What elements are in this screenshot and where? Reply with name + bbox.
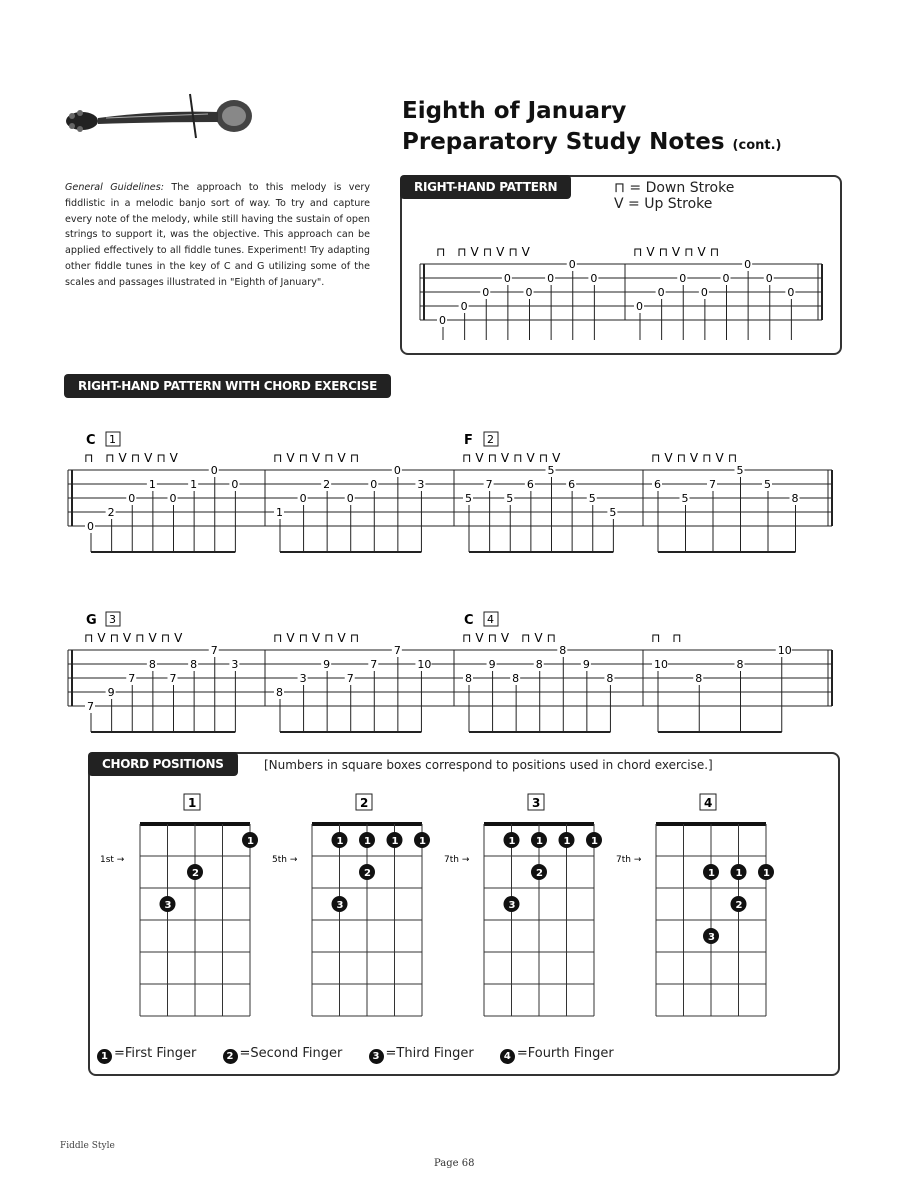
fret-number: 0	[439, 314, 446, 327]
fret-number: 10	[654, 658, 668, 671]
chord-name: G	[86, 613, 97, 628]
right-hand-pattern-tag: RIGHT-HAND PATTERN	[400, 175, 571, 199]
stroke-marks: ⊓V⊓V⊓V⊓	[633, 245, 724, 259]
fret-number: 0	[346, 492, 354, 505]
finger-number: 3	[164, 900, 172, 911]
title-cont: (cont.)	[732, 138, 782, 153]
fret-number: 1	[276, 506, 283, 519]
fret-number: 7	[370, 658, 378, 671]
fret-number: 7	[485, 478, 493, 491]
page-title	[402, 96, 781, 161]
chord-diagrams	[96, 790, 832, 1030]
fret-number: 10	[777, 644, 792, 657]
fret-number: 8	[606, 672, 614, 685]
fret-number: 8	[559, 644, 567, 657]
fret-number: 8	[465, 672, 472, 685]
down-stroke-icon: ⊓	[614, 180, 625, 196]
fret-number: 0	[231, 478, 239, 491]
stroke-marks: ⊓V⊓V⊓V⊓	[273, 451, 364, 465]
fret-number: 3	[231, 658, 239, 671]
position-number: 1	[188, 796, 197, 810]
fret-number: 9	[107, 686, 115, 699]
fret-number: 7	[393, 644, 401, 657]
fret-number: 0	[679, 272, 687, 285]
fret-number: 0	[128, 492, 136, 505]
fret-number: 8	[148, 658, 156, 671]
finger-number: 1	[591, 836, 598, 847]
fret-number: 0	[503, 272, 511, 285]
fret-number: 5	[681, 492, 689, 505]
fret-number: 0	[547, 272, 555, 285]
fret-number: 8	[695, 672, 703, 685]
finger-legend-2: 2 =Second Finger	[223, 1046, 343, 1061]
fret-number: 7	[709, 478, 716, 491]
fret-number: 8	[276, 686, 283, 699]
chord-name: F	[464, 433, 473, 448]
up-stroke-icon: V	[614, 196, 624, 212]
chord-name: C	[464, 613, 474, 628]
chord-name: C	[86, 433, 96, 448]
position-number: 2	[360, 796, 369, 810]
stroke-marks: ⊓V⊓V⊓V⊓V	[84, 631, 187, 645]
stroke-marks: ⊓V⊓V ⊓V⊓	[462, 631, 560, 645]
stroke-marks: ⊓ ⊓V⊓V⊓V	[84, 451, 182, 465]
fret-number: 8	[535, 658, 543, 671]
fret-number: 0	[636, 300, 643, 313]
fret-number: 6	[526, 478, 534, 491]
fret-number: 8	[791, 492, 799, 505]
up-stroke-label: = Up Stroke	[628, 196, 713, 212]
stroke-marks: ⊓V⊓V⊓V⊓	[651, 451, 742, 465]
fret-marker: 1st →	[100, 855, 125, 865]
fret-number: 7	[210, 644, 218, 657]
fret-number: 0	[765, 272, 773, 285]
finger-number: 3	[336, 900, 344, 911]
fret-number: 0	[590, 272, 598, 285]
position-number: 1	[109, 433, 116, 446]
finger-number: 1	[247, 836, 254, 847]
fret-number: 5	[506, 492, 514, 505]
tab-system-1	[60, 426, 840, 566]
finger-number: 1	[419, 836, 426, 847]
stroke-marks: ⊓V⊓V⊓V⊓V	[462, 451, 565, 465]
stroke-marks: ⊓ ⊓V⊓V⊓V	[436, 245, 534, 259]
fret-number: 0	[787, 286, 795, 299]
fret-number: 9	[582, 658, 590, 671]
finger-legend-1: 1 =First Finger	[97, 1046, 196, 1061]
fret-number: 7	[87, 700, 94, 713]
fret-number: 0	[722, 272, 730, 285]
finger-number: 1	[763, 868, 770, 879]
fret-number: 0	[482, 286, 490, 299]
finger-number: 2	[735, 900, 743, 911]
fret-marker: 5th →	[272, 855, 298, 865]
fret-number: 5	[588, 492, 596, 505]
fret-number: 8	[512, 672, 520, 685]
fret-marker: 7th →	[616, 855, 642, 865]
finger-number: 1	[536, 836, 543, 847]
stroke-marks: ⊓ ⊓	[651, 631, 686, 645]
fret-number: 1	[148, 478, 156, 491]
fret-number: 0	[299, 492, 307, 505]
fret-marker: 7th →	[444, 855, 470, 865]
finger-number: 1	[336, 836, 344, 847]
fret-number: 5	[736, 464, 744, 477]
fret-number: 9	[488, 658, 496, 671]
fret-number: 0	[657, 286, 665, 299]
fret-number: 2	[323, 478, 331, 491]
down-stroke-label: = Down Stroke	[629, 180, 735, 196]
finger-number: 1	[735, 868, 743, 879]
fret-number: 6	[568, 478, 576, 491]
fret-number: 6	[654, 478, 661, 491]
fret-number: 8	[190, 658, 198, 671]
fret-number: 0	[568, 258, 576, 271]
right-hand-pattern-staff	[414, 236, 830, 340]
fret-number: 2	[107, 506, 115, 519]
fret-number: 0	[700, 286, 708, 299]
fret-number: 3	[299, 672, 307, 685]
fret-number: 0	[744, 258, 752, 271]
page-number: Page 68	[434, 1158, 475, 1169]
fret-number: 0	[460, 300, 468, 313]
banjo-illustration	[58, 88, 258, 148]
finger-number: 1	[508, 836, 516, 847]
fret-number: 9	[323, 658, 331, 671]
finger-number: 2	[536, 868, 543, 879]
tab-system-2	[60, 606, 840, 746]
finger-legend-4: 4 =Fourth Finger	[500, 1046, 614, 1061]
fret-number: 0	[87, 520, 94, 533]
stroke-legend	[614, 180, 734, 212]
fret-number: 5	[547, 464, 555, 477]
fret-number: 5	[465, 492, 472, 505]
fret-number: 7	[346, 672, 354, 685]
fret-number: 5	[764, 478, 771, 491]
fret-number: 8	[736, 658, 744, 671]
finger-number: 2	[192, 868, 199, 879]
position-number: 3	[109, 613, 116, 626]
guidelines-lead: General Guidelines:	[65, 182, 164, 193]
fret-number: 7	[169, 672, 177, 685]
fret-number: 5	[609, 506, 617, 519]
finger-number: 1	[391, 836, 399, 847]
fret-number: 0	[525, 286, 533, 299]
fret-number: 7	[128, 672, 136, 685]
position-number: 2	[487, 433, 494, 446]
finger-number: 3	[508, 900, 516, 911]
position-number: 4	[487, 613, 494, 626]
finger-number: 1	[563, 836, 571, 847]
fret-number: 0	[210, 464, 218, 477]
finger-number: 1	[364, 836, 371, 847]
general-guidelines	[65, 180, 370, 291]
fret-number: 0	[370, 478, 378, 491]
fret-number: 0	[169, 492, 177, 505]
fret-number: 1	[190, 478, 198, 491]
finger-number: 2	[364, 868, 371, 879]
guidelines-text: The approach to this melody is very fiddlistic in a melodic banjo sort of way. To try and capture every note of the melody, while still having the sustain of open strings to support it, was the objective. This approach can be applied effectively to all fiddle tunes. Experiment! Try adapting other fiddle tunes in the key of C and G utilizing some of the scales and passages illustrated in "Eighth of January".	[65, 182, 370, 288]
fret-number: 3	[417, 478, 425, 491]
title-line-2: Preparatory Study Notes	[402, 129, 725, 155]
title-line-1: Eighth of January	[402, 98, 627, 124]
finger-number: 1	[708, 868, 715, 879]
fret-number: 0	[393, 464, 401, 477]
chord-exercise-tag: RIGHT-HAND PATTERN WITH CHORD EXERCISE	[64, 374, 391, 398]
fret-number: 10	[417, 658, 432, 671]
position-number: 4	[704, 796, 713, 810]
chord-positions-note: [Numbers in square boxes correspond to positions used in chord exercise.]	[264, 758, 713, 772]
chord-positions-tag: CHORD POSITIONS	[88, 752, 238, 776]
finger-legend	[97, 1046, 636, 1064]
finger-legend-3: 3 =Third Finger	[369, 1046, 474, 1061]
stroke-marks: ⊓V⊓V⊓V⊓	[273, 631, 364, 645]
position-number: 3	[532, 796, 541, 810]
footer-book-title: Fiddle Style	[60, 1141, 115, 1151]
finger-number: 3	[708, 932, 715, 943]
